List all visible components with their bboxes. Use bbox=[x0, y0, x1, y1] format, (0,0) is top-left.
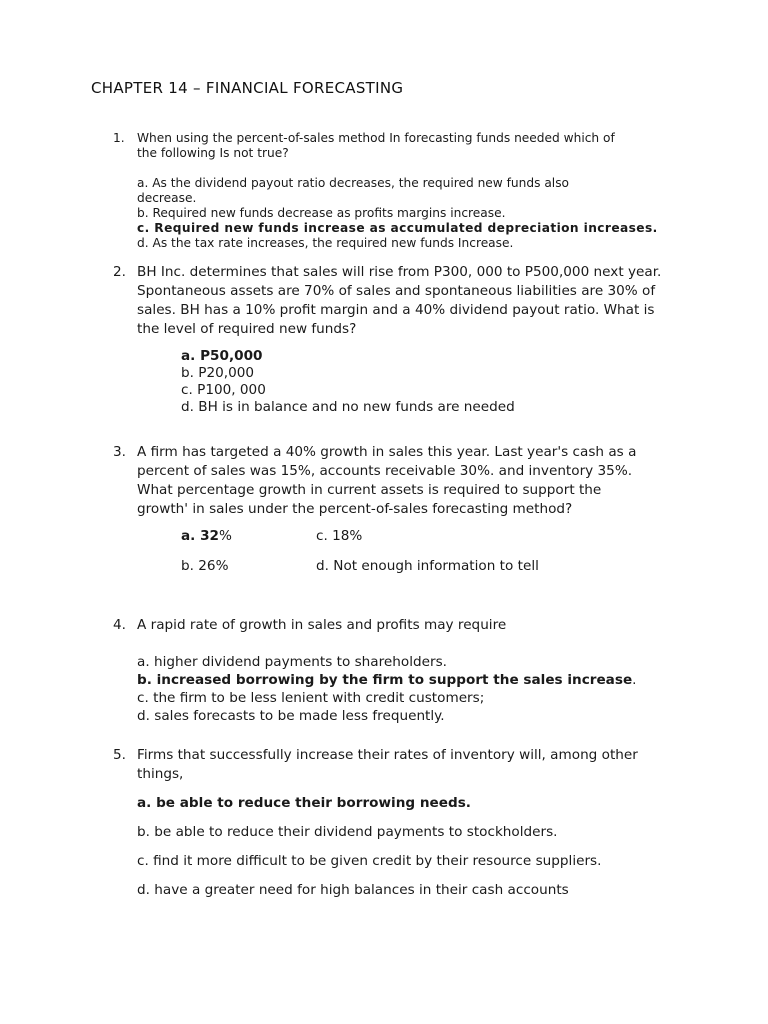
question-2 bbox=[113, 263, 678, 339]
question-text: Spontaneous assets are 70% of sales and spontaneous liabilities are 30% of bbox=[137, 283, 656, 299]
option-d: d. have a greater need for high balances in their cash accounts bbox=[137, 882, 569, 898]
option-c: c. find it more difficult to be given credit by their resource suppliers. bbox=[137, 853, 602, 869]
question-4 bbox=[113, 616, 678, 725]
option-c: c. P100, 000 bbox=[181, 382, 266, 398]
option-a: a. As the dividend payout ratio decreases, the required new funds also bbox=[137, 176, 569, 190]
option-b: b. be able to reduce their dividend payments to stockholders. bbox=[137, 824, 558, 840]
question-text: things, bbox=[137, 766, 184, 782]
option-a-answer: a. 32% bbox=[181, 528, 232, 544]
option-b: b. 26% bbox=[181, 558, 229, 574]
option-b: b. Required new funds decrease as profits margins increase. bbox=[137, 206, 506, 220]
option-d: d. As the tax rate increases, the required new funds Increase. bbox=[137, 236, 514, 250]
question-number: 1. bbox=[113, 131, 125, 145]
question-number: 5. bbox=[113, 747, 126, 763]
question-text: BH Inc. determines that sales will rise from P300, 000 to P500,000 next year. bbox=[137, 264, 662, 280]
option-c: c. 18% bbox=[316, 528, 363, 544]
option-c: c. the firm to be less lenient with credit customers; bbox=[137, 690, 485, 706]
question-3 bbox=[113, 443, 678, 519]
question-number: 4. bbox=[113, 617, 126, 633]
question-1 bbox=[113, 131, 678, 251]
option-a-answer: a. be able to reduce their borrowing needs. bbox=[137, 795, 471, 811]
question-text: A rapid rate of growth in sales and profits may require bbox=[137, 617, 507, 633]
option-d: d. Not enough information to tell bbox=[316, 558, 539, 574]
question-text: percent of sales was 15%, accounts receivable 30%. and inventory 35%. bbox=[137, 463, 633, 479]
question-text: When using the percent-of-sales method In forecasting funds needed which of bbox=[137, 131, 615, 145]
option-c-answer: c. Required new funds increase as accumulated depreciation increases. bbox=[137, 221, 658, 235]
option-a-cont: decrease. bbox=[137, 191, 197, 205]
chapter-title: CHAPTER 14 – FINANCIAL FORECASTING bbox=[91, 79, 404, 97]
question-text: A firm has targeted a 40% growth in sales this year. Last year's cash as a bbox=[137, 444, 637, 460]
question-number: 3. bbox=[113, 444, 126, 460]
question-5 bbox=[113, 746, 678, 900]
option-b: b. P20,000 bbox=[181, 365, 255, 381]
question-text: the level of required new funds? bbox=[137, 321, 357, 337]
option-b-answer: b. increased borrowing by the firm to support the sales increase. bbox=[137, 672, 637, 688]
question-text: What percentage growth in current assets is required to support the bbox=[137, 482, 602, 498]
option-a-answer: a. P50,000 bbox=[181, 348, 263, 364]
question-number: 2. bbox=[113, 264, 126, 280]
question-text: sales. BH has a 10% profit margin and a 40% dividend payout ratio. What is bbox=[137, 302, 655, 318]
question-2-options bbox=[181, 348, 515, 416]
question-text: Firms that successfully increase their rates of inventory will, among other bbox=[137, 747, 638, 763]
option-d: d. sales forecasts to be made less frequently. bbox=[137, 708, 445, 724]
question-text: growth' in sales under the percent-of-sales forecasting method? bbox=[137, 501, 573, 517]
option-a: a. higher dividend payments to shareholders. bbox=[137, 654, 447, 670]
question-text: the following Is not true? bbox=[137, 146, 289, 160]
option-d: d. BH is in balance and no new funds are needed bbox=[181, 399, 515, 415]
